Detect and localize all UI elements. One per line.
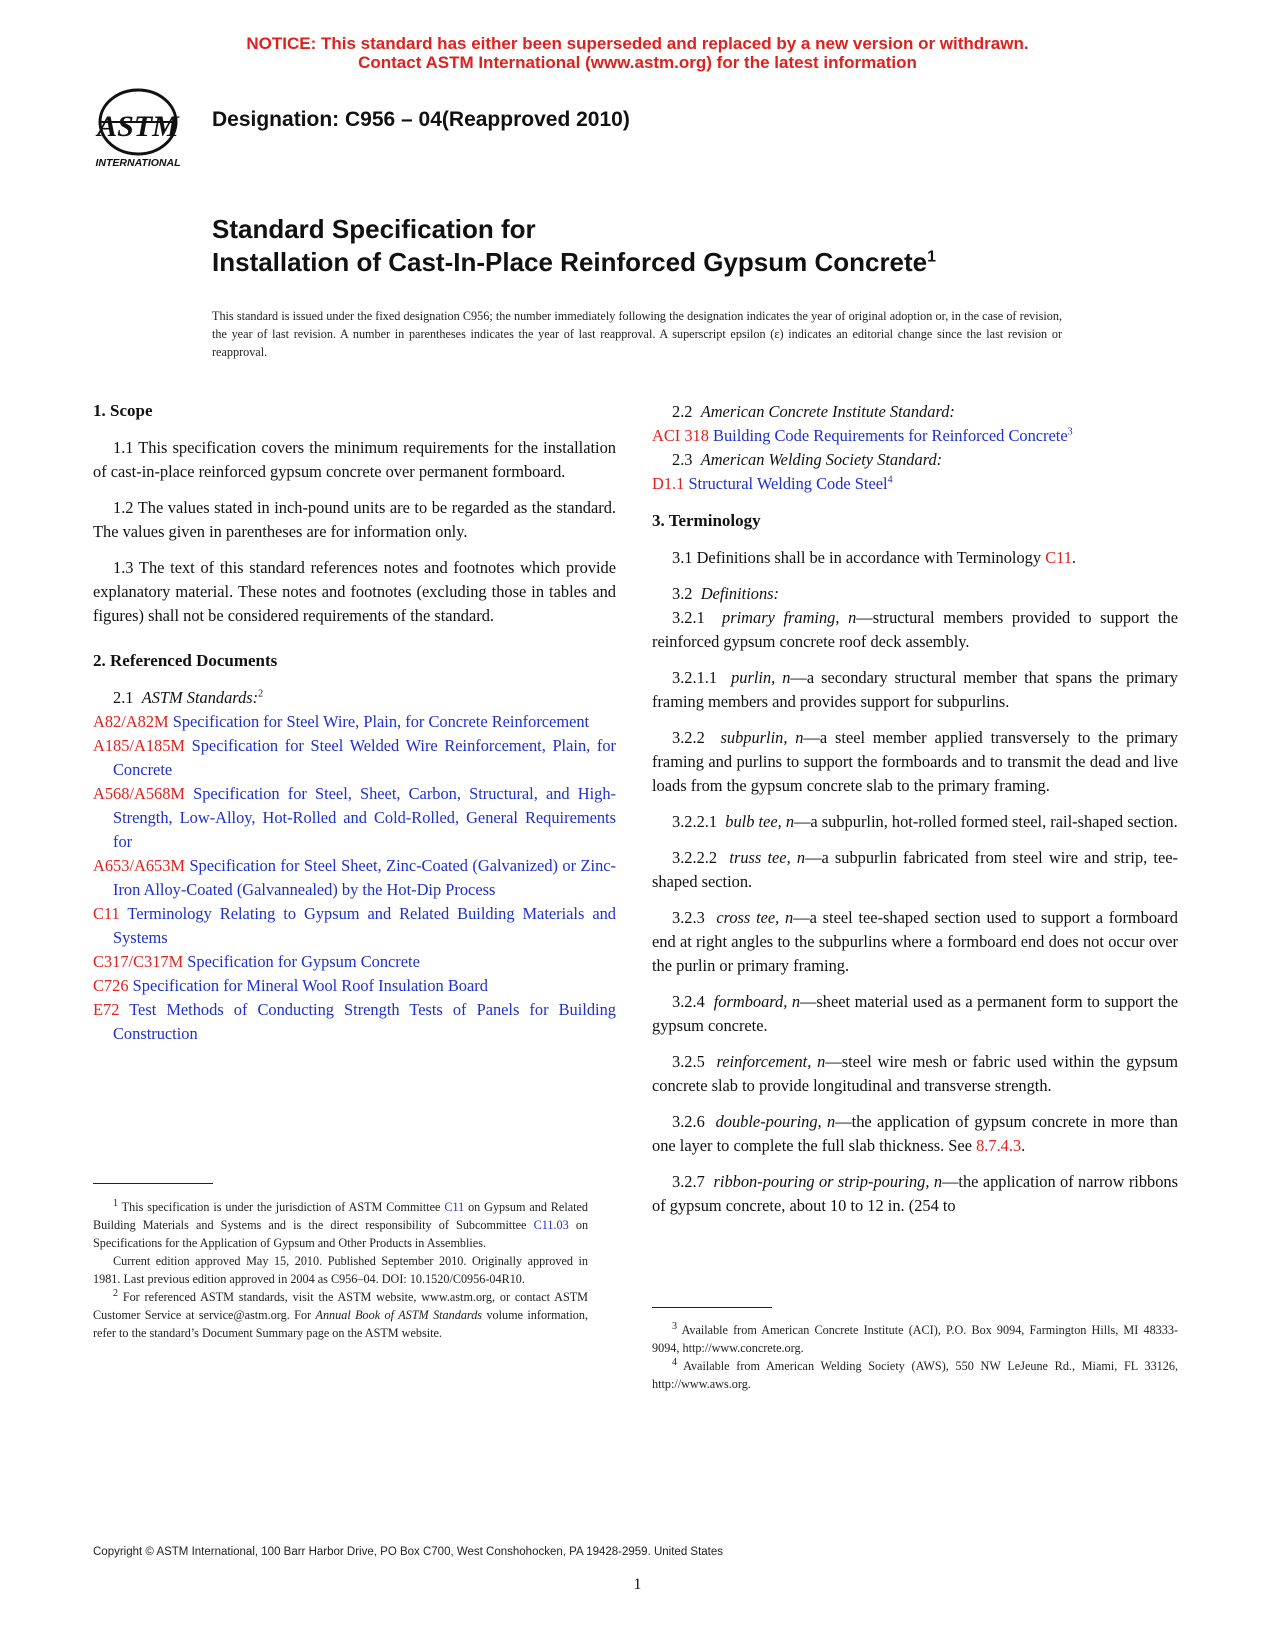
ref-aws-d1-1[interactable]: D1.1 Structural Welding Code Steel$^4$ (652, 474, 893, 493)
def-reinforcement: 3.2.5 reinforcement, n—steel wire mesh or fabric used within the gypsum concrete slab to provide longitudinal and transverse strength. (652, 1052, 1179, 1095)
def-cross-tee: 3.2.3 cross tee, n—a steel tee-shaped section used to support a formboard end at right angles to the subpurlins where a formboard end does not occur over the purlin or primary framing. (652, 908, 1178, 975)
ref-a653[interactable]: A653/A653M Specification for Steel Sheet, Zinc-Coated (Galvanized) or Zinc-Iron Alloy-Coated (Galvannealed) by the Hot-Dip Process (93, 856, 617, 899)
ref-a82[interactable]: A82/A82M Specification for Steel Wire, Plain, for Concrete Reinforcement (93, 712, 590, 731)
def-double-pouring: 3.2.6 double-pouring, n—the application of gypsum concrete in more than one layer to complete the full slab thickness. See 8.7.4.3. (652, 1112, 1178, 1155)
committee-c11-link[interactable]: C11 (444, 1200, 465, 1214)
ref-a568[interactable]: A568/A568M Specification for Steel, Sheet, Carbon, Structural, and High-Strength, Low-Alloy, Hot-Rolled and Cold-Rolled, General Requirements for (93, 784, 616, 851)
footnote-1-edition: Current edition approved May 15, 2010. Published September 2010. Originally approved in 1981. Last previous edition approved in 2004 as C956–04. DOI: 10.1520/C0956-04R10. (93, 1254, 588, 1286)
ref-aci-318[interactable]: ACI 318 Building Code Requirements for Reinforced Concrete$^3$ (652, 426, 1073, 445)
footnotes-left (93, 1198, 588, 1342)
page-number: 1 (633, 1576, 642, 1593)
scope-1-1: 1.1 This specification covers the minimum requirements for the installation of cast-in-place reinforced gypsum concrete over permanent formboard. (93, 438, 616, 481)
subcommittee-c11-03-link[interactable]: C11.03 (533, 1218, 569, 1232)
def-truss-tee: 3.2.2.2 truss tee, n—a subpurlin fabricated from steel wire and strip, tee-shaped section. (652, 848, 1178, 891)
footnote-rule-right (652, 1307, 772, 1308)
footnotes-right (652, 1321, 1178, 1393)
def-ribbon-pouring: 3.2.7 ribbon-pouring or strip-pouring, n—the application of narrow ribbons of gypsum concrete, about 10 to 12 in. (254 to (652, 1172, 1178, 1215)
footnote-1: $^1$ This specification is under the jurisdiction of ASTM Committee C11 on Gypsum and Related Building Materials and Systems and is the direct responsibility of Subcommittee C11.03 on Specifications for the Application of Gypsum and Other Products in Assemblies. (93, 1197, 589, 1250)
footnote-rule-left (93, 1183, 213, 1184)
scope-1-3: 1.3 The text of this standard references notes and footnotes which provide explanatory material. These notes and footnotes (excluding those in tables and figures) shall not be considered requirements of the standard. (93, 558, 616, 625)
copyright-line: Copyright © ASTM International, 100 Barr Harbor Drive, PO Box C700, West Conshohocken, PA 19428-2959. United States (93, 1546, 724, 1558)
ref-e72[interactable]: E72 Test Methods of Conducting Strength Tests of Panels for Building Construction (93, 1000, 616, 1043)
aci-standard-label: 2.2 American Concrete Institute Standard: (672, 402, 955, 421)
terminology-c11-link[interactable]: C11 (1045, 548, 1072, 567)
notice-line-2: Contact ASTM International (www.astm.org) for the latest information (358, 53, 917, 72)
notice-line-1: NOTICE: This standard has either been superseded and replaced by a new version or withdrawn. (246, 34, 1029, 53)
def-primary-framing: 3.2.1 primary framing, n—structural members provided to support the reinforced gypsum concrete roof deck assembly. (652, 608, 1178, 651)
logo-caption: INTERNATIONAL (95, 157, 181, 169)
astm-standards-label: 2.1 ASTM Standards:$^2$ (113, 688, 264, 707)
title-line-2: Installation of Cast-In-Place Reinforced Gypsum Concrete$^1$ (212, 247, 937, 277)
footnote-2: $^2$ For referenced ASTM standards, visit the ASTM website, www.astm.org, or contact ASTM Customer Service at service@astm.org. For Annual Book of ASTM Standards volume information, refer to the standard’s Document Summary page on the ASTM website. (93, 1287, 588, 1340)
def-formboard: 3.2.4 formboard, n—sheet material used as a permanent form to support the gypsum concrete. (652, 992, 1178, 1035)
scope-1-2: 1.2 The values stated in inch-pound units are to be regarded as the standard. The values given in parentheses are for information only. (93, 498, 616, 541)
def-bulb-tee: 3.2.2.1 bulb tee, n—a subpurlin, hot-rolled formed steel, rail-shaped section. (672, 812, 1178, 831)
astm-logo-mark (92, 84, 192, 174)
document-title (212, 213, 936, 279)
terminology-heading: 3. Terminology (652, 511, 761, 530)
section-8-7-4-3-link[interactable]: 8.7.4.3 (976, 1136, 1022, 1155)
scope-heading: 1. Scope (93, 401, 153, 420)
title-footnote-mark: 1 (927, 248, 937, 266)
def-subpurlin: 3.2.2 subpurlin, n—a steel member applied transversely to the primary framing and purlins to support the formboards and to transmit the dead and live loads from the gypsum concrete slab to the primary framing. (652, 728, 1178, 795)
title-line-1: Standard Specification for (212, 214, 536, 244)
ref-c726[interactable]: C726 Specification for Mineral Wool Roof Insulation Board (93, 976, 488, 995)
withdrawn-notice (0, 34, 1275, 72)
def-purlin: 3.2.1.1 purlin, n—a secondary structural member that spans the primary framing members and provides support for subpurlins. (652, 668, 1178, 711)
issuance-note: This standard is issued under the fixed designation C956; the number immediately following the designation indicates the year of original adoption or, in the case of revision, the year of last revision. A number in parentheses indicates the year of last reapproval. A superscript epsilon (ε) indicates an editorial change since the last revision or reapproval. (212, 309, 1062, 359)
footnote-4: $^4$ Available from American Welding Society (AWS), 550 NW LeJeune Rd., Miami, FL 33126, http://www.aws.org. (652, 1356, 1179, 1391)
designation: Designation: C956 – 04(Reapproved 2010) (212, 108, 630, 131)
ref-c317[interactable]: C317/C317M Specification for Gypsum Concrete (93, 952, 420, 971)
aws-standard-label: 2.3 American Welding Society Standard: (672, 450, 943, 469)
term-3-2: 3.2 Definitions: (672, 584, 780, 603)
ref-a185[interactable]: A185/A185M Specification for Steel Welded Wire Reinforcement, Plain, for Concrete (93, 736, 616, 779)
footnote-3: $^3$ Available from American Concrete Institute (ACI), P.O. Box 9094, Farmington Hills, MI 48333-9094, http://www.concrete.org. (652, 1320, 1178, 1355)
referenced-documents-heading: 2. Referenced Documents (93, 651, 278, 670)
right-column (652, 400, 1178, 1230)
ref-c11[interactable]: C11 Terminology Relating to Gypsum and Related Building Materials and Systems (93, 904, 616, 947)
logo-letters: ASTM (97, 110, 179, 143)
astm-logo (92, 84, 192, 174)
left-column (93, 400, 616, 1046)
term-3-1: 3.1 Definitions shall be in accordance with Terminology C11. (672, 548, 1077, 567)
